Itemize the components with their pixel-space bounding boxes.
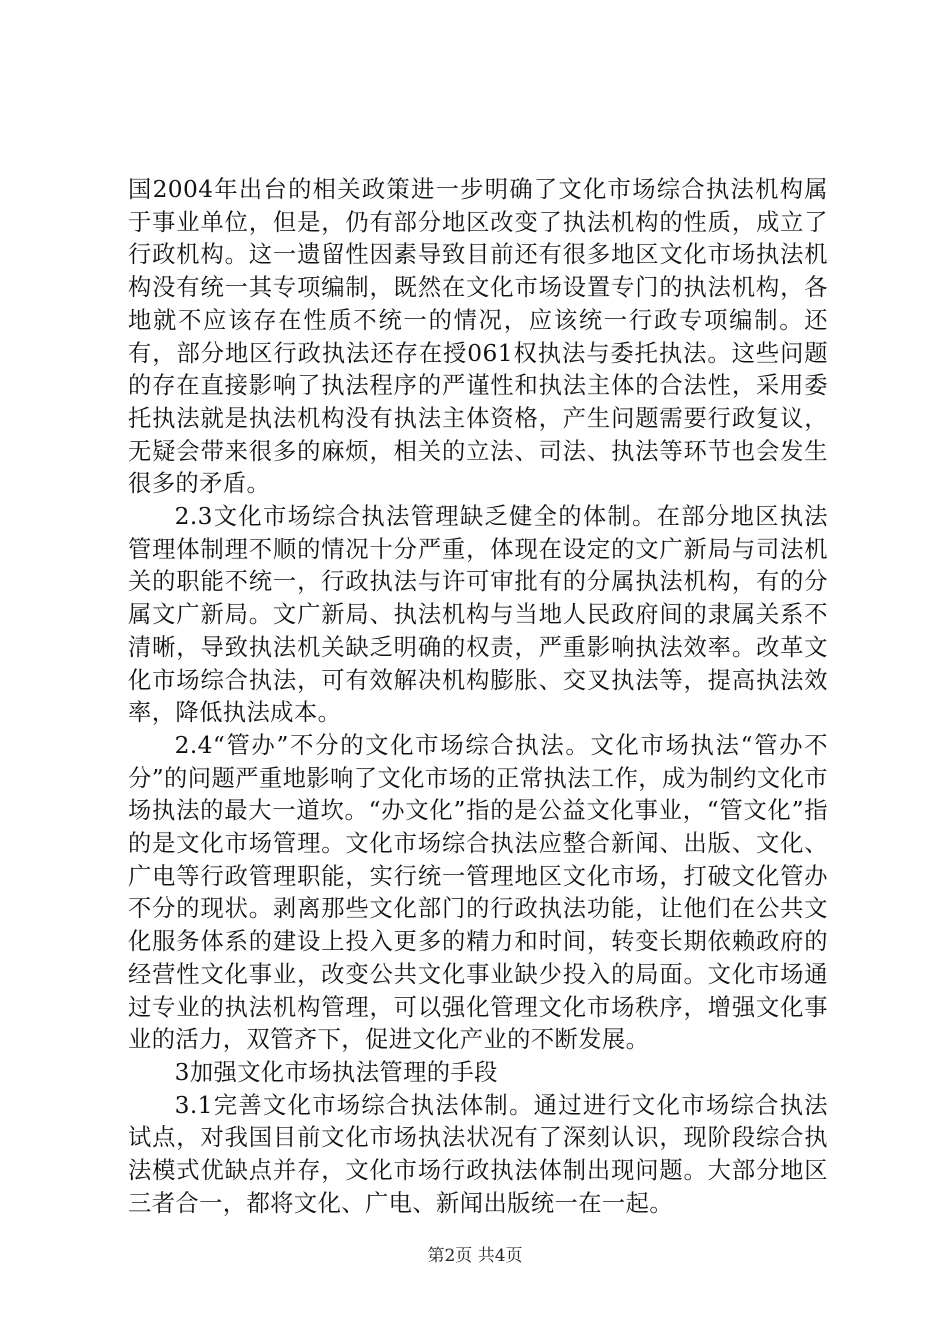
paragraph-section-2-3: 2.3文化市场综合执法管理缺乏健全的体制。在部分地区执法管理体制理不顺的情况十分严重，体现在设定的文广新局与司法机关的职能不统一，行政执法与许可审批有的分属执法机构，有的分属文广新局。文广新局、执法机构与当地人民政府间的隶属关系不清晰，导致执法机关缺乏明确的权责，严重影响执法效率。改革文化市场综合执法，可有效解决机构膨胀、交叉执法等，提高执法效率，降低执法成本。	[128, 503, 828, 727]
page-footer: 第2页 共4页	[427, 1246, 523, 1266]
paragraph-continued: 国2004年出台的相关政策进一步明确了文化市场综合执法机构属于事业单位，但是，仍有部分地区改变了执法机构的性质，成立了行政机构。这一遗留性因素导致目前还有很多地区文化市场执法机构没有统一其专项编制，既然在文化市场设置专门的执法机构，各地就不应该存在性质不统一的情况，应该统一行政专项编制。还有，部分地区行政执法还存在授061权执法与委托执法。这些问题的存在直接影响了执法程序的严谨性和执法主体的合法性，采用委托执法就是执法机构没有执法主体资格，产生问题需要行政复议，无疑会带来很多的麻烦，相关的立法、司法、执法等环节也会发生很多的矛盾。	[128, 176, 828, 498]
section-heading-3: 3加强文化市场执法管理的手段	[174, 1058, 498, 1086]
document-body	[128, 174, 828, 1221]
paragraph-section-2-4: 2.4“管办”不分的文化市场综合执法。文化市场执法“管办不分”的问题严重地影响了文化市场的正常执法工作，成为制约文化市场执法的最大一道坎。“办文化”指的是公益文化事业，“管文化”指的是文化市场管理。文化市场综合执法应整合新闻、出版、文化、广电等行政管理职能，实行统一管理地区文化市场，打破文化管办不分的现状。剥离那些文化部门的行政执法功能，让他们在公共文化服务体系的建设上投入更多的精力和时间，转变长期依赖政府的经营性文化事业，改变公共文化事业缺少投入的局面。文化市场通过专业的执法机构管理，可以强化管理文化市场秩序，增强文化事业的活力，双管齐下，促进文化产业的不断发展。	[128, 731, 828, 1054]
paragraph-section-3-1: 3.1完善文化市场综合执法体制。通过进行文化市场综合执法试点，对我国目前文化市场执法状况有了深刻认识，现阶段综合执法模式优缺点并存，文化市场行政执法体制出现问题。大部分地区三者合一，都将文化、广电、新闻出版统一在一起。	[128, 1091, 828, 1217]
